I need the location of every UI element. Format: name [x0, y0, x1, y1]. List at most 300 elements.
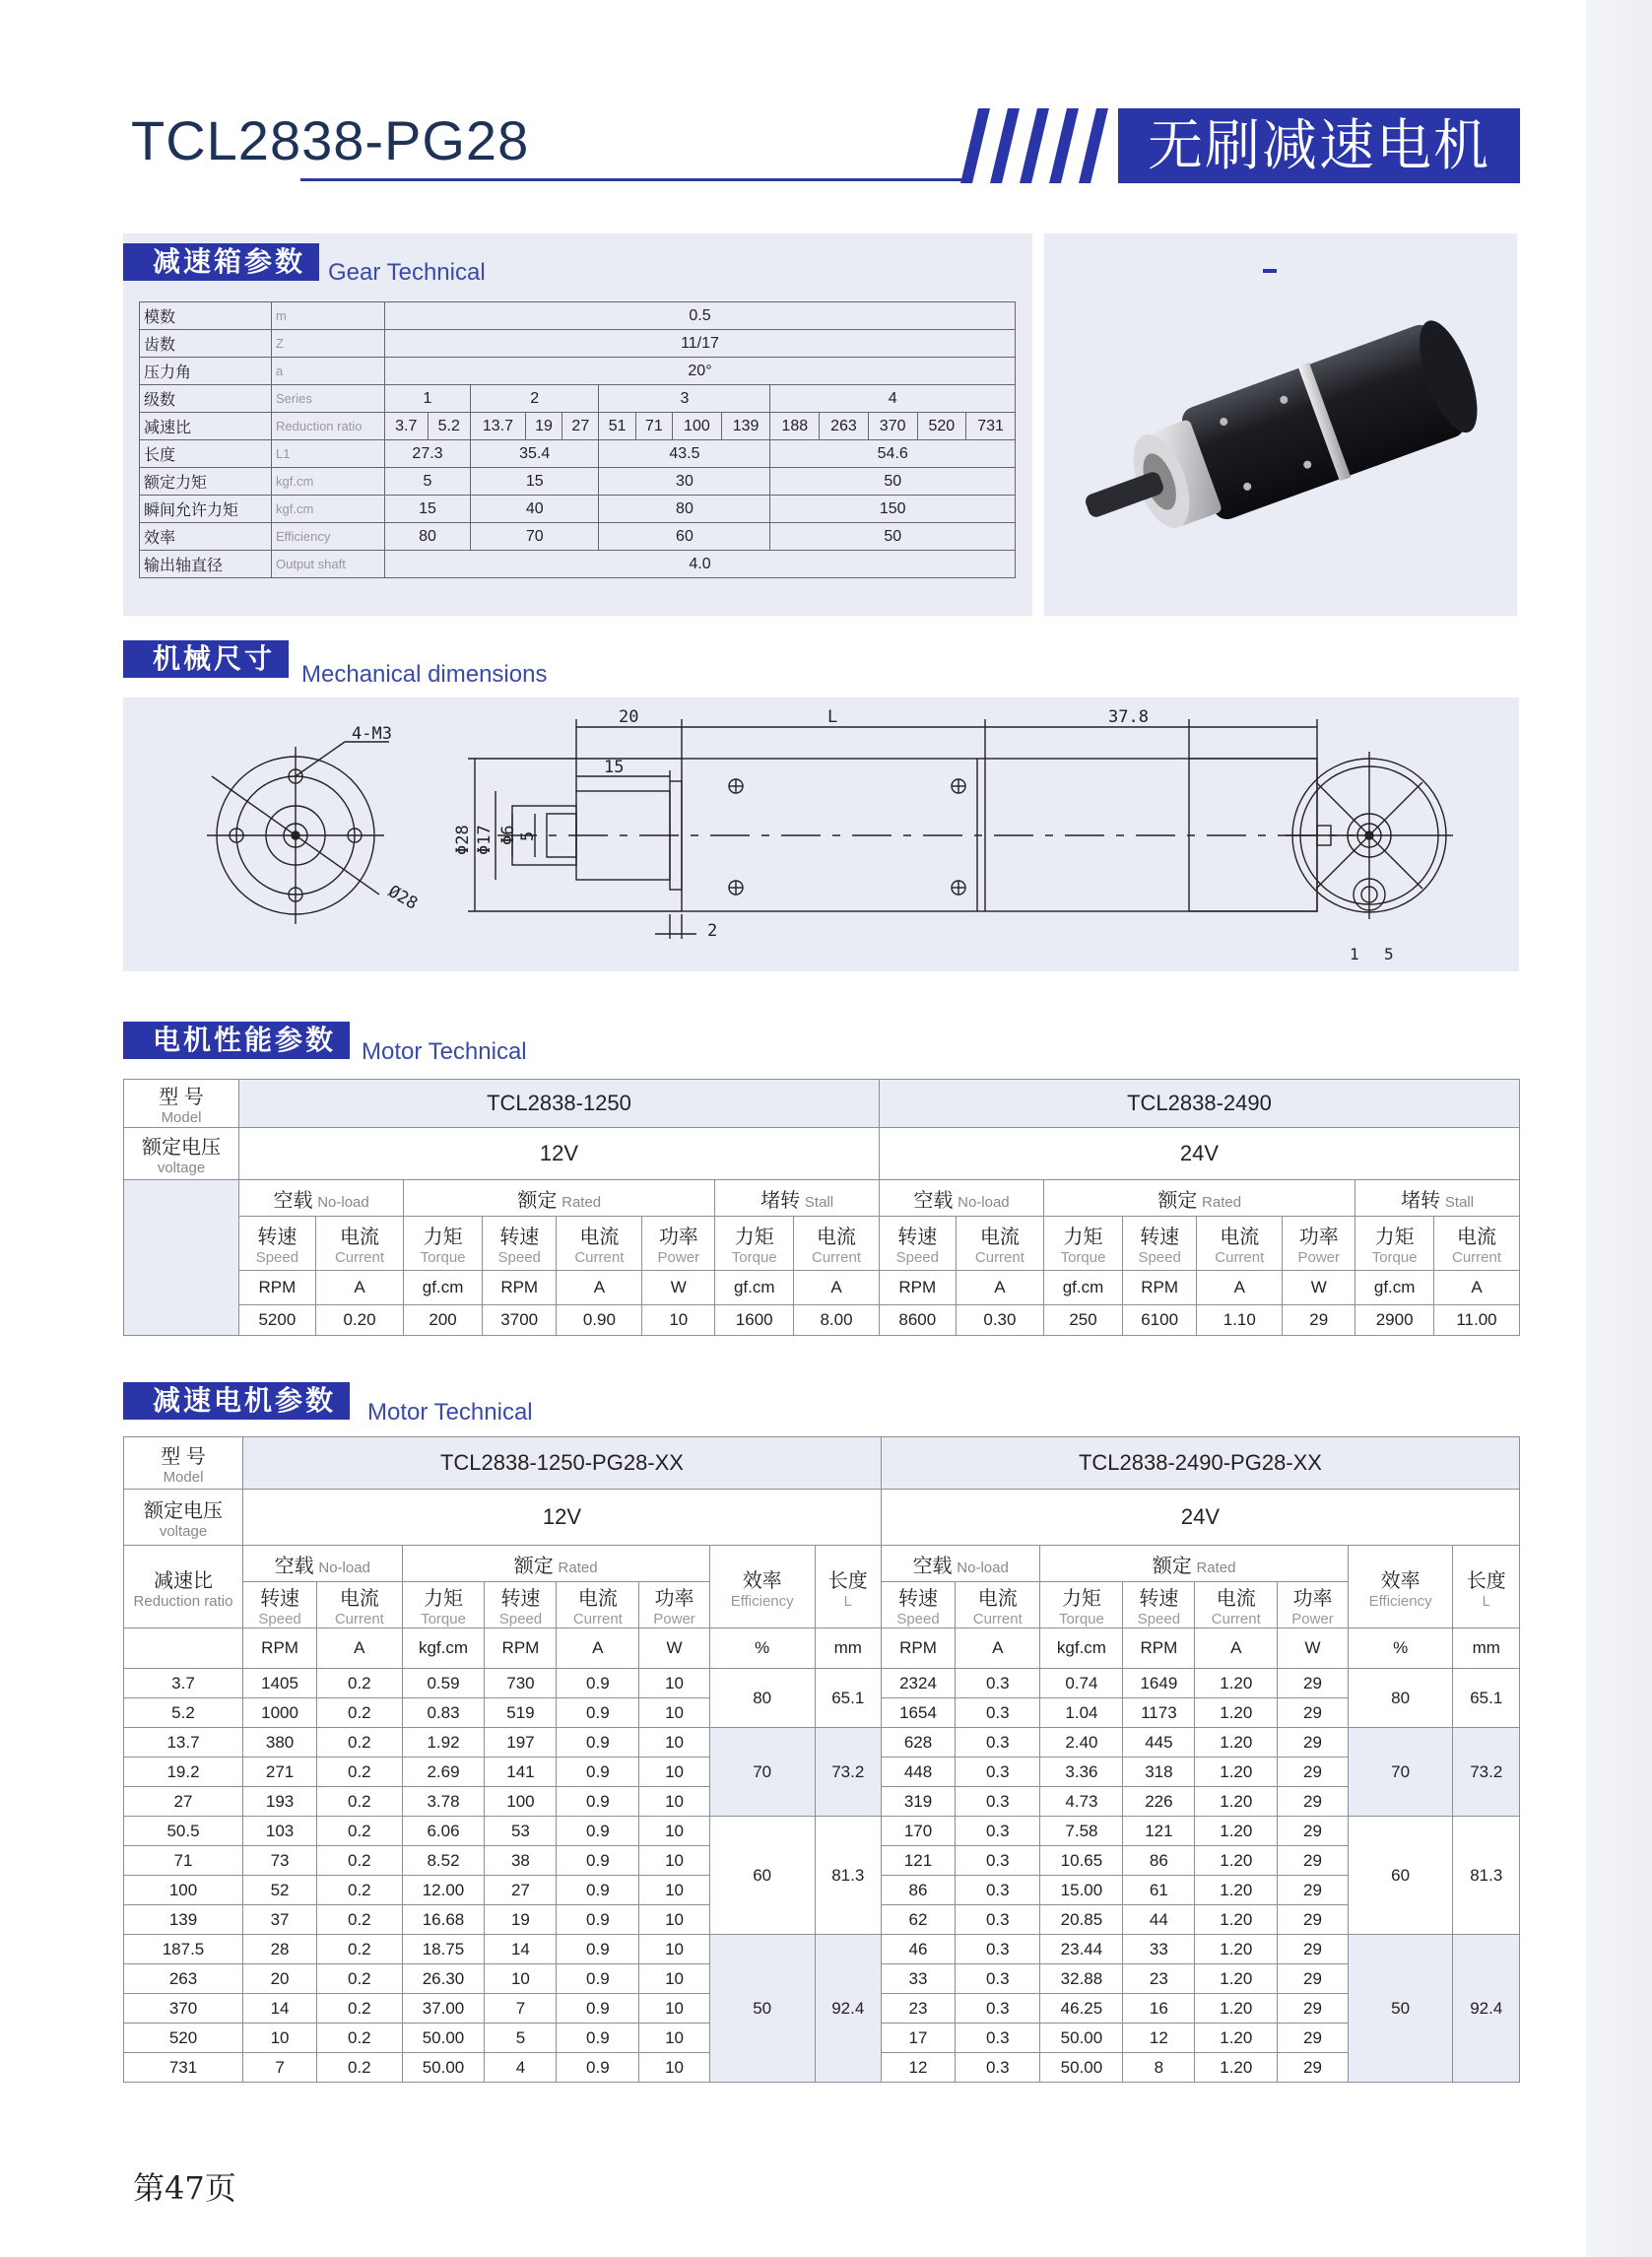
column-header: [956, 1582, 1040, 1628]
unit-cell: A: [317, 1628, 402, 1669]
cell-en-label: Torque: [1059, 1611, 1104, 1627]
ratio-cell: 71: [124, 1846, 243, 1876]
value-cell: 1173: [1123, 1698, 1195, 1728]
cell-zh-label: 力矩: [734, 1227, 774, 1248]
value-cell: 0.2: [317, 1698, 402, 1728]
gear-motor-photo: [1044, 233, 1517, 616]
value-cell: 12: [1123, 2024, 1195, 2053]
value-cell: 170: [881, 1817, 955, 1846]
value-cell: 0.2: [317, 1905, 402, 1935]
value-cell: 103: [243, 1817, 317, 1846]
dim-L: L: [827, 707, 838, 727]
dim-phi6: Φ6: [498, 825, 518, 845]
model-name: TCL2838-2490-PG28-XX: [881, 1437, 1519, 1490]
value-cell: 28: [243, 1935, 317, 1964]
value-cell: 2900: [1355, 1305, 1434, 1336]
value-cell: 0.3: [956, 2024, 1040, 2053]
gear-param-zh: 长度: [140, 440, 272, 468]
ratio-cell: 139: [124, 1905, 243, 1935]
cell-zh-label: 力矩: [423, 1227, 463, 1248]
voltage-value: 12V: [239, 1128, 880, 1180]
value-cell: 0.3: [956, 1876, 1040, 1905]
gear-value: 40: [471, 496, 599, 523]
gear-value: 4.0: [385, 551, 1016, 578]
gear-value: 15: [385, 496, 471, 523]
value-cell: 1.20: [1195, 1846, 1278, 1876]
gear-value: 43.5: [599, 440, 770, 468]
column-header: [794, 1217, 880, 1271]
cell-en-label: Torque: [1371, 1249, 1418, 1266]
cell-zh-label: 堵转: [1401, 1189, 1441, 1212]
cell-en-label: Current: [1211, 1611, 1261, 1627]
column-header: [317, 1582, 402, 1628]
cell-zh-label: 电流: [817, 1227, 856, 1248]
value-cell: 16: [1123, 1994, 1195, 2024]
gear-param-zh: 齿数: [140, 330, 272, 358]
cell-zh-label: 力矩: [1374, 1227, 1415, 1248]
mechanical-drawing: [123, 697, 1519, 971]
model-row: [124, 1080, 1520, 1128]
column-header: [557, 1217, 642, 1271]
cell-en-label: Current: [334, 1249, 384, 1266]
value-cell: 0.3: [956, 1846, 1040, 1876]
value-cell: 0.9: [557, 1698, 639, 1728]
value-cell: 10: [639, 1994, 710, 2024]
gear-row: [140, 330, 1016, 358]
value-cell: 1.10: [1197, 1305, 1283, 1336]
cell-en-label: Current: [572, 1611, 623, 1627]
value-cell: 29: [1278, 1994, 1349, 2024]
voltage-value: 24V: [881, 1490, 1519, 1546]
cell-en-label: voltage: [159, 1523, 208, 1540]
gear-value: 1: [385, 385, 471, 413]
gear-value: 5.2: [428, 413, 471, 440]
value-cell: 6.06: [402, 1817, 485, 1846]
category-banner: 无刷减速电机: [1118, 108, 1520, 183]
unit-cell: A: [557, 1271, 642, 1305]
value-cell: 0.20: [315, 1305, 403, 1336]
gear-param-zh: 瞬间允许力矩: [140, 496, 272, 523]
ratio-cell: 3.7: [124, 1669, 243, 1698]
cell-en-label: Speed: [1138, 1249, 1181, 1266]
value-cell: 1.20: [1195, 1669, 1278, 1698]
value-cell: 29: [1278, 2024, 1349, 2053]
unit-cell: %: [1348, 1628, 1453, 1669]
value-cell: 16.68: [402, 1905, 485, 1935]
column-header: [879, 1217, 956, 1271]
value-cell: 271: [243, 1758, 317, 1787]
gear-value: 139: [721, 413, 770, 440]
value-cell: 0.83: [402, 1698, 485, 1728]
value-cell: 1.20: [1195, 2053, 1278, 2083]
value-cell: 26.30: [402, 1964, 485, 1994]
value-cell: 2.40: [1040, 1728, 1123, 1758]
value-cell: 20.85: [1040, 1905, 1123, 1935]
length-cell: 73.2: [1453, 1728, 1520, 1817]
gear-value: 51: [599, 413, 635, 440]
cell-zh-label: 电流: [579, 1227, 620, 1248]
cell-zh-label: 转速: [897, 1227, 938, 1248]
value-cell: 4.73: [1040, 1787, 1123, 1817]
column-header: [485, 1582, 557, 1628]
cell-zh-label: 力矩: [424, 1588, 463, 1610]
length-cell: 81.3: [1453, 1817, 1520, 1935]
value-cell: 1.92: [402, 1728, 485, 1758]
unit-cell: A: [557, 1628, 639, 1669]
cell-en-label: Torque: [420, 1249, 466, 1266]
cell-en-label: Current: [334, 1611, 384, 1627]
cell-en-label: Stall: [1444, 1193, 1475, 1211]
gear-value: 30: [599, 468, 770, 496]
geared-section-tag: 减速电机参数: [123, 1382, 350, 1420]
rated-header: [1044, 1180, 1355, 1217]
value-cell: 19: [485, 1905, 557, 1935]
efficiency-cell: 60: [709, 1817, 815, 1935]
value-cell: 3.78: [402, 1787, 485, 1817]
page-title: TCL2838-PG28: [131, 109, 530, 171]
stall-header: [715, 1180, 880, 1217]
column-header: [881, 1582, 955, 1628]
gear-param-en: Z: [272, 330, 385, 358]
value-cell: 10: [639, 2024, 710, 2053]
gear-value: 20°: [385, 358, 1016, 385]
length-cell: 65.1: [1453, 1669, 1520, 1728]
column-header: [557, 1582, 639, 1628]
cell-en-label: Efficiency: [730, 1592, 794, 1610]
dim-37-8: 37.8: [1108, 707, 1149, 727]
column-header: [482, 1217, 557, 1271]
cell-zh-label: 转速: [1140, 1227, 1180, 1248]
value-cell: 12: [881, 2053, 955, 2083]
value-cell: 11.00: [1434, 1305, 1520, 1336]
value-cell: 1.20: [1195, 1964, 1278, 1994]
gear-row: [140, 358, 1016, 385]
value-cell: 8: [1123, 2053, 1195, 2083]
value-cell: 29: [1278, 1787, 1349, 1817]
mech-section-en: Mechanical dimensions: [301, 661, 548, 688]
value-cell: 200: [404, 1305, 483, 1336]
value-cell: 3700: [482, 1305, 557, 1336]
value-cell: 1.20: [1195, 1905, 1278, 1935]
length-cell: 92.4: [815, 1935, 881, 2083]
blank-cell: [124, 1180, 239, 1336]
rated-header: [404, 1180, 715, 1217]
gear-value: 50: [770, 523, 1016, 551]
page-number: 第47页: [133, 2169, 236, 2207]
gear-value: 3.7: [385, 413, 429, 440]
value-cell: 37.00: [402, 1994, 485, 2024]
value-cell: 86: [1123, 1846, 1195, 1876]
motor-table: [123, 1079, 1520, 1336]
value-cell: 0.2: [317, 1994, 402, 2024]
unit-cell: RPM: [1123, 1628, 1195, 1669]
gear-value: 5: [385, 468, 471, 496]
unit-cell: A: [1195, 1628, 1278, 1669]
gear-param-en: kgf.cm: [272, 496, 385, 523]
model-label-cell: [124, 1437, 243, 1490]
column-header: [715, 1217, 794, 1271]
cell-zh-label: 电流: [1216, 1588, 1256, 1610]
value-cell: 50.00: [1040, 2024, 1123, 2053]
value-cell: 44: [1123, 1905, 1195, 1935]
ratio-cell: 187.5: [124, 1935, 243, 1964]
cell-zh-label: 额定电压: [144, 1500, 223, 1522]
gear-value: 35.4: [471, 440, 599, 468]
column-header: [1123, 1582, 1195, 1628]
gear-value: 150: [770, 496, 1016, 523]
gear-param-zh: 级数: [140, 385, 272, 413]
voltage-label-cell: [124, 1490, 243, 1546]
ratio-cell: 520: [124, 2024, 243, 2053]
value-cell: 10: [639, 1698, 710, 1728]
gear-value: 263: [820, 413, 869, 440]
gear-row: [140, 302, 1016, 330]
value-cell: 6100: [1122, 1305, 1197, 1336]
value-cell: 121: [1123, 1817, 1195, 1846]
cell-zh-label: 电流: [977, 1588, 1018, 1610]
value-cell: 10.65: [1040, 1846, 1123, 1876]
value-cell: 0.2: [317, 1728, 402, 1758]
cell-zh-label: 额定电压: [142, 1137, 221, 1159]
value-cell: 0.3: [956, 1669, 1040, 1698]
value-cell: 448: [881, 1758, 955, 1787]
value-cell: 2324: [881, 1669, 955, 1698]
value-cell: 193: [243, 1787, 317, 1817]
column-header: [1355, 1217, 1434, 1271]
cell-zh-label: 转速: [500, 1588, 541, 1610]
value-cell: 20: [243, 1964, 317, 1994]
cell-en-label: Model: [163, 1469, 204, 1486]
value-cell: 29: [1278, 1698, 1349, 1728]
unit-cell: kgf.cm: [1040, 1628, 1123, 1669]
value-cell: 1405: [243, 1669, 317, 1698]
pin-1: 1: [1350, 945, 1359, 963]
gear-row: [140, 496, 1016, 523]
efficiency-cell: 80: [709, 1669, 815, 1728]
unit-cell: gf.cm: [715, 1271, 794, 1305]
value-cell: 1654: [881, 1698, 955, 1728]
cell-en-label: Current: [972, 1611, 1023, 1627]
value-cell: 0.9: [557, 1817, 639, 1846]
value-cell: 0.3: [956, 1905, 1040, 1935]
cell-zh-label: 空载: [912, 1555, 953, 1577]
ratio-label-cell: [124, 1546, 243, 1628]
value-cell: 29: [1278, 1876, 1349, 1905]
unit-cell: W: [642, 1271, 715, 1305]
value-cell: 62: [881, 1905, 955, 1935]
cell-zh-label: 效率: [1380, 1569, 1421, 1592]
value-cell: 0.3: [956, 1758, 1040, 1787]
value-cell: 4: [485, 2053, 557, 2083]
value-cell: 10: [639, 1964, 710, 1994]
value-cell: 1.20: [1195, 2024, 1278, 2053]
value-cell: 1.20: [1195, 1876, 1278, 1905]
gear-param-en: Series: [272, 385, 385, 413]
voltage-label-cell: [124, 1128, 239, 1180]
ratio-cell: 27: [124, 1787, 243, 1817]
cell-en-label: Current: [1215, 1249, 1265, 1266]
gear-row: [140, 551, 1016, 578]
value-cell: 0.59: [402, 1669, 485, 1698]
cell-zh-label: 转速: [499, 1227, 540, 1248]
length-header: [815, 1546, 881, 1628]
value-cell: 46.25: [1040, 1994, 1123, 2024]
cell-en-label: No-load: [317, 1193, 369, 1211]
value-cell: 0.3: [956, 1817, 1040, 1846]
column-header: [1044, 1217, 1123, 1271]
value-cell: 23: [881, 1994, 955, 2024]
title-underline: [300, 178, 970, 181]
value-cell: 0.30: [956, 1305, 1043, 1336]
value-cell: 50.00: [1040, 2053, 1123, 2083]
unit-cell: %: [709, 1628, 815, 1669]
model-row: [124, 1437, 1520, 1490]
value-cell: 628: [881, 1728, 955, 1758]
value-cell: 73: [243, 1846, 317, 1876]
length-cell: 92.4: [1453, 1935, 1520, 2083]
dim-2: 2: [707, 921, 718, 941]
dim-phi17: Φ17: [475, 825, 495, 855]
column-header: [239, 1217, 316, 1271]
value-cell: 33: [881, 1964, 955, 1994]
ratio-cell: 731: [124, 2053, 243, 2083]
value-cell: 10: [639, 1728, 710, 1758]
cell-en-label: Current: [1451, 1249, 1502, 1266]
cell-en-label: Speed: [255, 1249, 299, 1266]
ratio-row: [124, 1669, 1520, 1698]
cell-en-label: Speed: [895, 1249, 939, 1266]
value-cell: 29: [1278, 2053, 1349, 2083]
cell-en-label: No-load: [958, 1193, 1010, 1211]
rated-header: [1040, 1546, 1348, 1582]
cell-zh-label: 力矩: [1061, 1588, 1101, 1610]
ratio-row: [124, 1935, 1520, 1964]
model-name: TCL2838-2490: [879, 1080, 1519, 1128]
cell-en-label: No-load: [318, 1559, 370, 1576]
cell-en-label: Rated: [558, 1559, 598, 1576]
cell-en-label: Speed: [896, 1611, 940, 1627]
cell-zh-label: 电流: [1457, 1227, 1496, 1248]
noload-header: [239, 1180, 404, 1217]
cell-zh-label: 功率: [1298, 1227, 1339, 1248]
value-cell: 10: [639, 1935, 710, 1964]
cell-zh-label: 堵转: [760, 1189, 801, 1212]
value-cell: 0.3: [956, 1994, 1040, 2024]
noload-header: [881, 1546, 1040, 1582]
column-header: [1122, 1217, 1197, 1271]
gear-value: 520: [917, 413, 966, 440]
value-cell: 29: [1283, 1305, 1355, 1336]
cell-zh-label: 电流: [577, 1588, 618, 1610]
gear-value: 370: [868, 413, 917, 440]
model-label-cell: [124, 1080, 239, 1128]
unit-cell: RPM: [485, 1628, 557, 1669]
value-cell: 29: [1278, 1905, 1349, 1935]
value-cell: 61: [1123, 1876, 1195, 1905]
cell-en-label: Power: [1291, 1611, 1334, 1627]
value-cell: 10: [639, 1876, 710, 1905]
value-cell: 10: [485, 1964, 557, 1994]
gear-row: [140, 468, 1016, 496]
cell-en-label: Power: [1297, 1249, 1340, 1266]
cell-zh-label: 效率: [742, 1569, 782, 1592]
value-cell: 15.00: [1040, 1876, 1123, 1905]
gear-value: 0.5: [385, 302, 1016, 330]
noload-header: [243, 1546, 403, 1582]
length-header: [1453, 1546, 1520, 1628]
column-header: [402, 1582, 485, 1628]
value-cell: 1.20: [1195, 1817, 1278, 1846]
gear-param-en: L1: [272, 440, 385, 468]
value-cell: 318: [1123, 1758, 1195, 1787]
gear-row: [140, 413, 1016, 440]
cell-en-label: Current: [974, 1249, 1024, 1266]
value-cell: 1600: [715, 1305, 794, 1336]
value-cell: 12.00: [402, 1876, 485, 1905]
value-cell: 121: [881, 1846, 955, 1876]
value-cell: 0.9: [557, 1905, 639, 1935]
value-cell: 33: [1123, 1935, 1195, 1964]
value-cell: 29: [1278, 1935, 1349, 1964]
gear-value: 50: [770, 468, 1016, 496]
cell-zh-label: 转速: [1139, 1588, 1179, 1610]
cell-en-label: Rated: [1196, 1559, 1236, 1576]
side-view: [468, 719, 1355, 939]
cell-zh-label: 减速比: [154, 1569, 213, 1592]
unit-cell: A: [794, 1271, 880, 1305]
voltage-value: 24V: [879, 1128, 1519, 1180]
gear-param-zh: 效率: [140, 523, 272, 551]
cell-zh-label: 功率: [1292, 1588, 1333, 1610]
dim-phi28: Φ28: [453, 825, 473, 855]
value-cell: 0.74: [1040, 1669, 1123, 1698]
value-cell: 10: [642, 1305, 715, 1336]
value-cell: 0.2: [317, 1817, 402, 1846]
value-cell: 730: [485, 1669, 557, 1698]
value-cell: 1649: [1123, 1669, 1195, 1698]
cell-en-label: Power: [653, 1611, 695, 1627]
value-cell: 0.2: [317, 1935, 402, 1964]
page-edge-shade: [1586, 0, 1652, 2257]
gear-value: 54.6: [770, 440, 1016, 468]
unit-cell: gf.cm: [404, 1271, 483, 1305]
gear-value: 80: [599, 496, 770, 523]
cell-zh-label: 空载: [273, 1189, 313, 1212]
value-cell: 1.20: [1195, 1698, 1278, 1728]
gear-value: 19: [525, 413, 562, 440]
value-cell: 0.3: [956, 2053, 1040, 2083]
ratio-cell: 100: [124, 1876, 243, 1905]
value-cell: 0.9: [557, 2024, 639, 2053]
label-dia28: Ø28: [384, 882, 422, 914]
cell-zh-label: 功率: [654, 1588, 694, 1610]
cell-zh-label: 转速: [257, 1227, 297, 1248]
value-cell: 0.9: [557, 1846, 639, 1876]
dim-20: 20: [619, 707, 639, 727]
value-cell: 0.2: [317, 1669, 402, 1698]
front-view-output: [207, 742, 389, 924]
value-cell: 32.88: [1040, 1964, 1123, 1994]
cell-en-label: Rated: [1202, 1193, 1242, 1211]
gear-param-en: m: [272, 302, 385, 330]
column-header: [1197, 1217, 1283, 1271]
group-row: [124, 1546, 1520, 1582]
value-cell: 1.20: [1195, 1787, 1278, 1817]
voltage-value: 12V: [243, 1490, 882, 1546]
value-cell: 380: [243, 1728, 317, 1758]
value-cell: 0.3: [956, 1698, 1040, 1728]
cell-en-label: L: [1482, 1592, 1490, 1610]
